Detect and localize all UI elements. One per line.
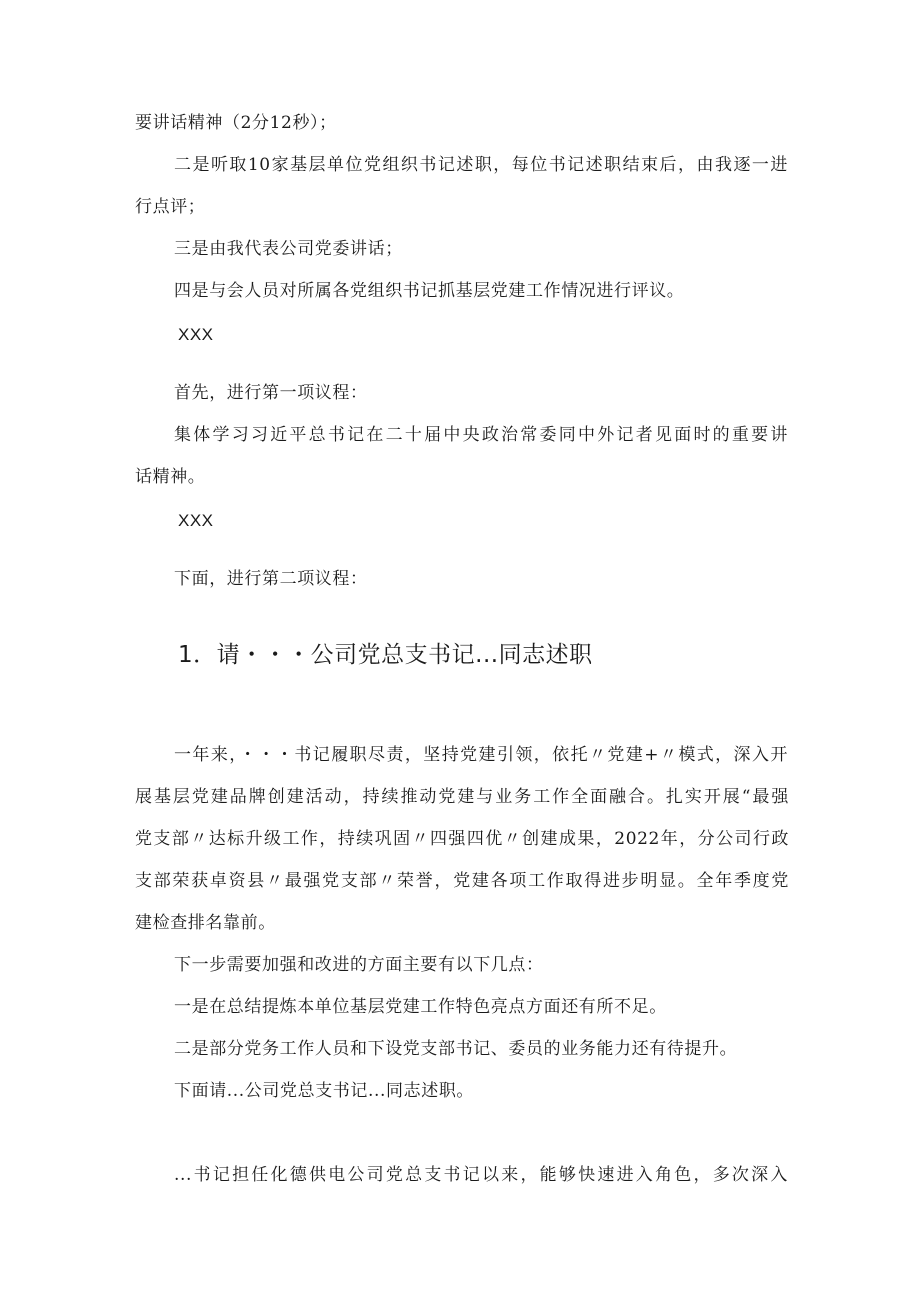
text-line-7: 集体学习习近平总书记在二十届中央政治常委同中外记者见面时的重要讲 bbox=[174, 425, 788, 445]
text-line-8: 话精神。 bbox=[135, 467, 206, 487]
text-line-1: 要讲话精神（2分12秒）； bbox=[135, 113, 337, 133]
body-line-7: 一是在总结提炼本单位基层党建工作特色亮点方面还有所不足。 bbox=[174, 997, 667, 1017]
text-line-9: 下面，进行第二项议程： bbox=[174, 569, 368, 589]
body-line-4: 支部荣获卓资县〃最强党支部〃荣誉，党建各项工作取得进步明显。全年季度党 bbox=[135, 871, 789, 891]
speaker-label-1: XXX bbox=[178, 325, 214, 344]
body-line-10: ...书记担任化德供电公司党总支书记以来，能够快速进入角色，多次深入 bbox=[174, 1165, 788, 1185]
body-line-2: 展基层党建品牌创建活动，持续推动党建与业务工作全面融合。扎实开展“最强 bbox=[135, 787, 789, 807]
text-line-4: 三是由我代表公司党委讲话； bbox=[174, 239, 403, 259]
body-line-3: 党支部〃达标升级工作，持续巩固〃四强四优〃创建成果，2022年，分公司行政 bbox=[135, 829, 789, 849]
text-line-5: 四是与会人员对所属各党组织书记抓基层党建工作情况进行评议。 bbox=[174, 281, 685, 301]
body-line-9: 下面请...公司党总支书记...同志述职。 bbox=[174, 1081, 475, 1101]
body-line-1: 一年来，・・・书记履职尽责，坚持党建引领，依托〃党建+〃模式，深入开 bbox=[174, 745, 788, 765]
text-line-6: 首先，进行第一项议程： bbox=[174, 383, 368, 403]
speaker-label-2: XXX bbox=[178, 511, 214, 530]
body-line-6: 下一步需要加强和改进的方面主要有以下几点： bbox=[174, 955, 544, 975]
body-line-8: 二是部分党务工作人员和下设党支部书记、委员的业务能力还有待提升。 bbox=[174, 1039, 738, 1059]
text-line-3: 行点评； bbox=[135, 197, 206, 217]
text-line-2: 二是听取10家基层单位党组织书记述职，每位书记述职结束后，由我逐一进 bbox=[174, 155, 788, 175]
section-heading: 1．请・・・公司党总支书记...同志述职 bbox=[178, 642, 593, 668]
body-line-5: 建检查排名靠前。 bbox=[135, 913, 276, 933]
